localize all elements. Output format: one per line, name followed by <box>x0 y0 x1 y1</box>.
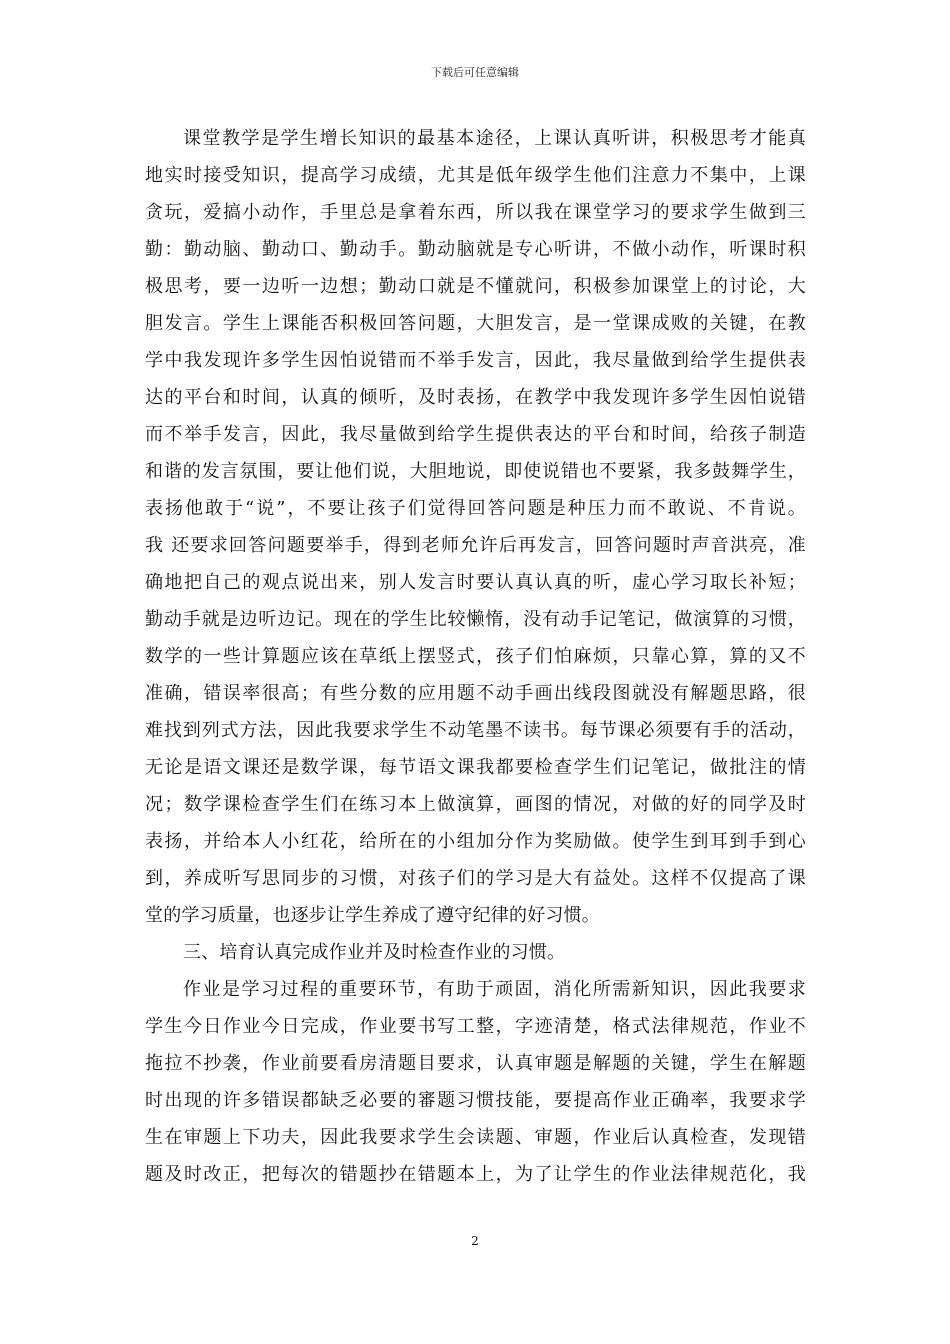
text-line: 而不举手发言，因此，我尽量做到给学生提供表达的平台和时间，给孩子制造 <box>145 424 806 445</box>
text-line: 确地把自己的观点说出来，别人发言时要认真认真的听，虚心学习取长补短； <box>145 572 806 593</box>
text-line: 况；数学课检查学生们在练习本上做演算，画图的情况，对做的好的同学及时 <box>145 794 806 815</box>
text-line: 无论是语文课还是数学课，每节语文课我都要检查学生们记笔记，做批注的情 <box>145 757 806 778</box>
text-line: 三、培育认真完成作业并及时检查作业的习惯。 <box>183 942 566 963</box>
text-line: 准确，错误率很高；有些分数的应用题不动手画出线段图就没有解题思路，很 <box>145 683 806 704</box>
text-line: 贪玩，爱搞小动作，手里总是拿着东西，所以我在课堂学习的要求学生做到三 <box>145 202 806 223</box>
text-line: 我 还要求回答问题要举手，得到老师允许后再发言，回答问题时声音洪亮，准 <box>145 535 806 556</box>
text-line: 表扬，并给本人小红花，给所在的小组加分作为奖励做。使学生到耳到手到心 <box>145 831 806 852</box>
text-line: 学生今日作业今日完成，作业要书写工整，字迹清楚，格式法律规范，作业不 <box>145 1016 806 1037</box>
page-header: 下载后可任意编辑 <box>431 66 519 79</box>
text-line: 地实时接受知识，提高学习成绩，尤其是低年级学生他们注意力不集中，上课 <box>145 165 806 186</box>
text-line: 学中我发现许多学生因怕说错而不举手发言，因此，我尽量做到给学生提供表 <box>145 350 806 371</box>
body-text <box>145 120 806 1193</box>
text-line: 拖拉不抄袭，作业前要看房清题目要求，认真审题是解题的关键，学生在解题 <box>145 1053 806 1074</box>
text-line: 到，养成听写思同步的习惯，对孩子们的学习是大有益处。这样不仅提高了课 <box>145 868 806 889</box>
text-line: 数学的一些计算题应该在草纸上摆竖式，孩子们怕麻烦，只靠心算，算的又不 <box>145 646 806 667</box>
text-line: 堂的学习质量，也逐步让学生养成了遵守纪律的好习惯。 <box>145 905 600 926</box>
text-line: 勤动手就是边听边记。现在的学生比较懒惰，没有动手记笔记，做演算的习惯， <box>145 609 806 630</box>
text-line: 课堂教学是学生增长知识的最基本途径，上课认真听讲，积极思考才能真 <box>183 128 806 149</box>
paragraph-1 <box>145 120 806 934</box>
text-line: 勤：勤动脑、勤动口、勤动手。勤动脑就是专心听讲，不做小动作，听课时积 <box>145 239 806 260</box>
text-line: 和谐的发言氛围，要让他们说，大胆地说，即使说错也不要紧，我多鼓舞学生， <box>145 461 806 482</box>
text-line: 作业是学习过程的重要环节，有助于顽固，消化所需新知识，因此我要求 <box>183 979 806 1000</box>
text-line: 胆发言。学生上课能否积极回答问题，大胆发言，是一堂课成败的关键，在教 <box>145 313 806 334</box>
text-line: 达的平台和时间，认真的倾听，及时表扬，在教学中我发现许多学生因怕说错 <box>145 387 806 408</box>
text-line: 极思考，要一边听一边想；勤动口就是不懂就问，积极参加课堂上的讨论，大 <box>145 276 806 297</box>
text-line: 难找到列式方法，因此我要求学生不动笔墨不读书。每节课必须要有手的活动， <box>145 720 806 741</box>
paragraph-3 <box>145 971 806 1193</box>
section-heading <box>145 934 806 971</box>
page-number: 2 <box>471 1234 479 1248</box>
text-line: 时出现的许多错误都缺乏必要的審题习惯技能，要提高作业正确率，我要求学 <box>145 1090 806 1111</box>
text-line: 题及时改正，把每次的错题抄在错题本上，为了让学生的作业法律规范化，我 <box>145 1164 806 1185</box>
text-line: 表扬他敢于“说”，不要让孩子们觉得回答问题是种压力而不敢说、不肯说。 <box>145 498 806 519</box>
text-line: 生在审题上下功夫，因此我要求学生会读题、审题，作业后认真检查，发现错 <box>145 1127 806 1148</box>
